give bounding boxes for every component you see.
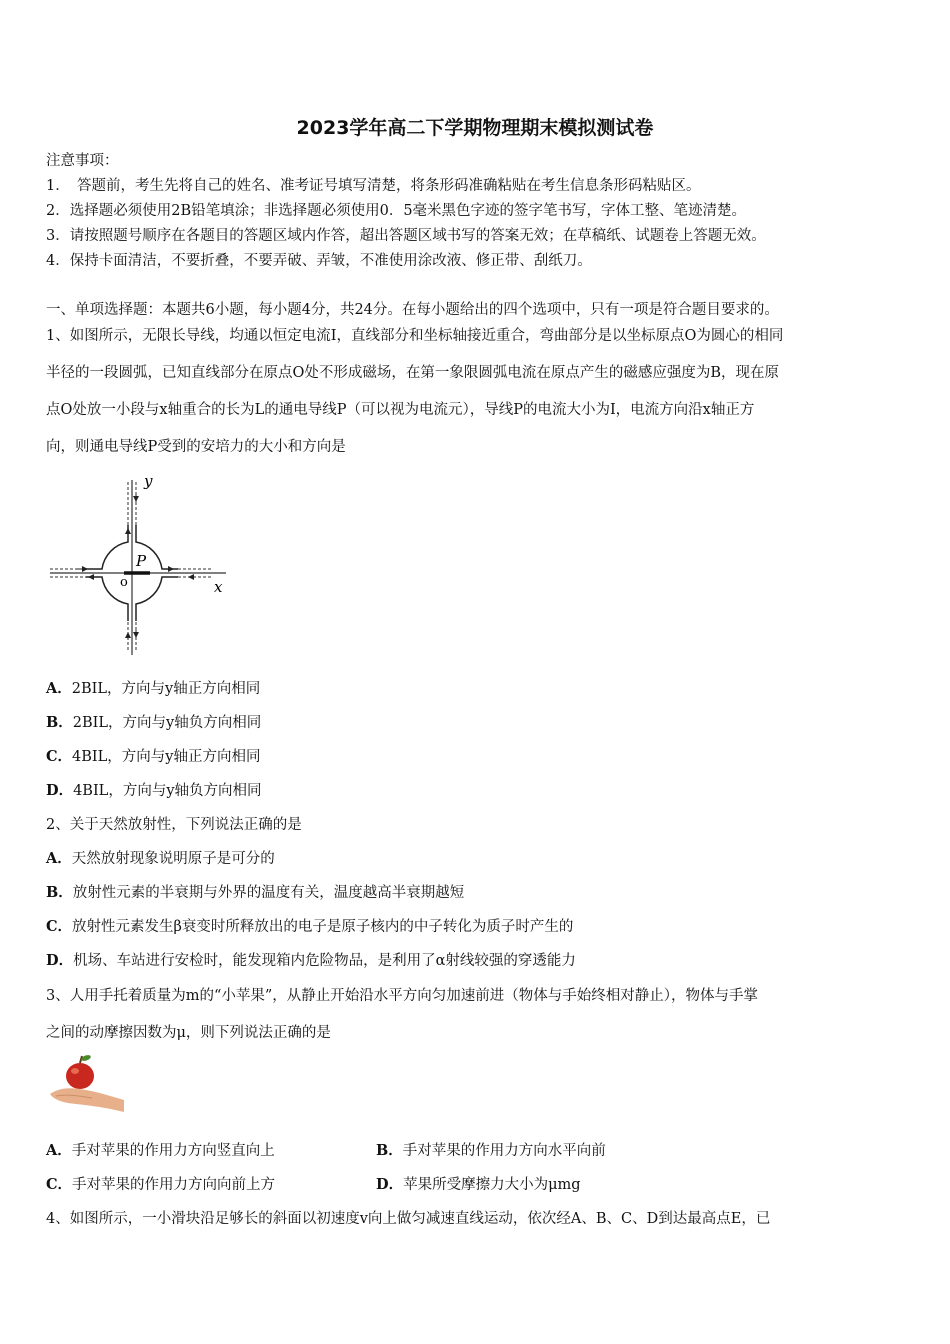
option-text: 2BIL，方向与y轴正方向相同 [71, 681, 261, 697]
question-1-option-a[interactable] [46, 679, 260, 699]
question-1-line: 向，则通电导线P受到的安培力的大小和方向是 [46, 439, 346, 455]
x-axis-label: x [214, 578, 223, 596]
origin-label: o [120, 575, 128, 590]
option-letter: D． [376, 1176, 404, 1193]
option-letter: D． [46, 782, 74, 799]
option-letter: A． [46, 1142, 72, 1159]
option-letter: A． [46, 850, 72, 867]
option-letter: C． [46, 1176, 73, 1193]
current-loop-diagram [46, 470, 236, 660]
question-4-stem: 4、如图所示，一小滑块沿足够长的斜面以初速度v向上做匀减速直线运动，依次经A、B、C、D到达最高点E，已 [46, 1211, 771, 1227]
notice-heading: 注意事项： [46, 153, 119, 169]
question-1-option-d[interactable] [46, 781, 262, 801]
option-text: 4BIL，方向与y轴正方向相同 [72, 749, 261, 765]
question-1-option-c[interactable] [46, 747, 260, 767]
question-1-option-b[interactable] [46, 713, 261, 733]
option-text: 苹果所受摩擦力大小为μmg [403, 1177, 581, 1193]
option-letter: C． [46, 918, 73, 935]
question-2-stem: 2、关于天然放射性，下列说法正确的是 [46, 817, 302, 833]
question-1-line: 点O处放一小段与x轴重合的长为L的通电导线P（可以视为电流元），导线P的电流大小为I，电流方向沿x轴正方 [46, 402, 755, 418]
section-heading: 一、单项选择题：本题共6小题，每小题4分，共24分。在每小题给出的四个选项中，只有一项是符合题目要求的。 [46, 302, 779, 318]
page-title: 2023学年高二下学期物理期末模拟测试卷 [296, 117, 654, 139]
option-text: 放射性元素的半衰期与外界的温度有关，温度越高半衰期越短 [72, 885, 465, 901]
apple-icon [66, 1063, 94, 1089]
option-letter: B． [46, 714, 73, 731]
question-2-option-a[interactable] [46, 849, 275, 869]
question-2-option-d[interactable] [46, 951, 576, 971]
question-2-option-c[interactable] [46, 917, 573, 937]
notice-item: 1． 答题前，考生先将自己的姓名、准考证号填写清楚，将条形码准确粘贴在考生信息条形码粘贴区。 [46, 178, 701, 194]
option-text: 2BIL，方向与y轴负方向相同 [72, 715, 262, 731]
question-1-line: 半径的一段圆弧，已知直线部分在原点O处不形成磁场，在第一象限圆弧电流在原点产生的磁感应强度为B，现在原 [46, 365, 780, 381]
option-text: 天然放射现象说明原子是可分的 [71, 851, 275, 867]
notice-item: 4．保持卡面清洁，不要折叠，不要弄破、弄皱，不准使用涂改液、修正带、刮纸刀。 [46, 253, 592, 269]
question-3-option-c[interactable] [46, 1175, 275, 1195]
notice-item: 2．选择题必须使用2B铅笔填涂；非选择题必须使用0．5毫米黑色字迹的签字笔书写，字体工整、笔迹清楚。 [46, 203, 747, 219]
hand-icon [50, 1088, 124, 1112]
option-letter: D． [46, 952, 74, 969]
arc-second-quadrant [86, 525, 128, 569]
y-axis-label: y [144, 472, 153, 490]
question-3-option-a[interactable] [46, 1141, 275, 1161]
option-letter: A． [46, 680, 72, 697]
option-text: 放射性元素发生β衰变时所释放出的电子是原子核内的中子转化为质子时产生的 [72, 919, 574, 935]
option-text: 手对苹果的作用力方向向前上方 [72, 1177, 276, 1193]
option-text: 4BIL，方向与y轴负方向相同 [73, 783, 262, 799]
question-3-line: 3、人用手托着质量为m的“小苹果”，从静止开始沿水平方向匀加速前进（物体与手始终相对静止），物体与手掌 [46, 988, 759, 1004]
arc-fourth-quadrant [136, 577, 178, 621]
option-text: 手对苹果的作用力方向水平向前 [402, 1143, 606, 1159]
question-1-line: 1、如图所示，无限长导线，均通以恒定电流I，直线部分和坐标轴接近重合，弯曲部分是以坐标原点O为圆心的相同 [46, 328, 784, 344]
hand-apple-picture [46, 1050, 126, 1116]
question-3-option-b[interactable] [376, 1141, 606, 1161]
p-label: P [136, 552, 147, 570]
question-2-option-b[interactable] [46, 883, 464, 903]
option-letter: B． [46, 884, 73, 901]
option-text: 机场、车站进行安检时，能发现箱内危险物品，是利用了α射线较强的穿透能力 [73, 953, 576, 969]
question-3-option-d[interactable] [376, 1175, 581, 1195]
option-letter: B． [376, 1142, 403, 1159]
option-text: 手对苹果的作用力方向竖直向上 [71, 1143, 275, 1159]
option-letter: C． [46, 748, 73, 765]
notice-item: 3．请按照题号顺序在各题目的答题区域内作答，超出答题区域书写的答案无效；在草稿纸、试题卷上答题无效。 [46, 228, 766, 244]
question-3-line: 之间的动摩擦因数为μ，则下列说法正确的是 [46, 1025, 331, 1041]
